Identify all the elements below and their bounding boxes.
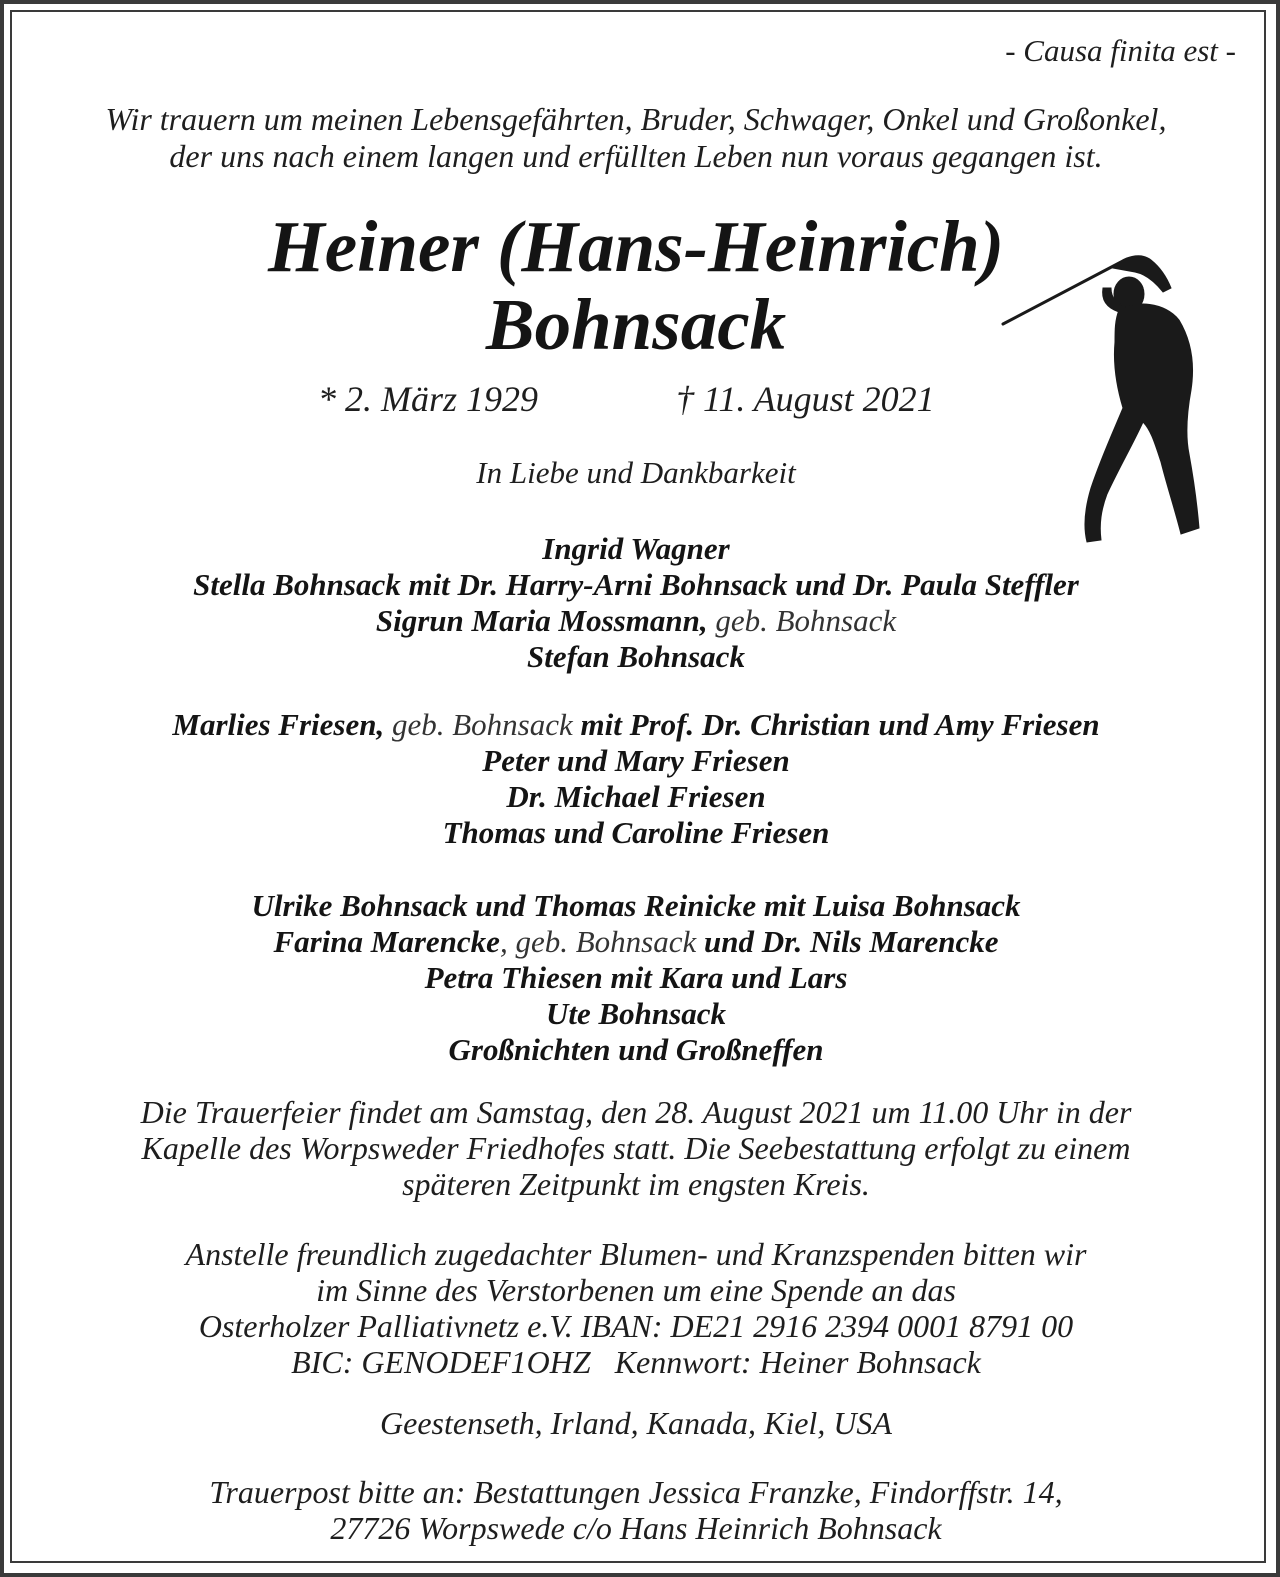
mourner-line: Stefan Bohnsack — [527, 639, 745, 674]
name-line-1: Heiner (Hans-Heinrich) — [267, 206, 1005, 287]
mourner-line — [0, 603, 1272, 639]
mourner-name: mit Prof. Dr. Christian und Amy Friesen — [580, 707, 1100, 742]
maiden-name: geb. Bohnsack — [384, 707, 581, 742]
ceremony-line: Die Trauerfeier findet am Samstag, den 28. August 2021 um 11.00 Uhr in der — [140, 1094, 1132, 1130]
mourner-line: Ingrid Wagner — [542, 531, 730, 566]
ceremony-line: Kapelle des Worpsweder Friedhofes statt. Die Seebestattung erfolgt zu einem — [141, 1130, 1131, 1166]
mourner-line: Ulrike Bohnsack und Thomas Reinicke mit Luisa Bohnsack — [251, 888, 1021, 923]
maiden-name: geb. Bohnsack — [707, 603, 897, 638]
mourner-line: Petra Thiesen mit Kara und Lars — [424, 960, 848, 995]
mourner-line: Dr. Michael Friesen — [506, 779, 766, 814]
mourner-line: Großnichten und Großneffen — [448, 1032, 824, 1067]
address-line: Trauerpost bitte an: Bestattungen Jessica Franzke, Findorffstr. 14, — [209, 1474, 1063, 1510]
mourner-name: Sigrun Maria Mossmann, — [375, 603, 708, 638]
mourner-name: und Dr. Nils Marencke — [703, 924, 999, 959]
mourner-line: Thomas und Caroline Friesen — [442, 815, 830, 850]
donation-line: Anstelle freundlich zugedachter Blumen- und Kranzspenden bitten wir — [185, 1236, 1087, 1272]
donation-info — [0, 1236, 1272, 1380]
mourner-line: Peter und Mary Friesen — [482, 743, 790, 778]
mourner-line — [0, 924, 1272, 960]
maiden-name: , geb. Bohnsack — [499, 924, 704, 959]
birth-date: * 2. März 1929 — [318, 379, 539, 419]
intro-line: der uns nach einem langen und erfüllten Leben nun voraus gegangen ist. — [169, 138, 1103, 174]
mourner-line — [0, 707, 1272, 743]
mourner-name: Marlies Friesen, — [172, 707, 385, 742]
donation-iban: Osterholzer Palliativnetz e.V. IBAN: DE21 2916 2394 0001 8791 00 — [198, 1308, 1074, 1344]
ceremony-line: späteren Zeitpunkt im engsten Kreis. — [402, 1166, 870, 1202]
motto: - Causa finita est - — [1005, 33, 1236, 68]
mourners-group-1 — [0, 531, 1272, 675]
mourners-group-2 — [0, 707, 1272, 851]
ceremony-info — [0, 1094, 1272, 1202]
death-date: † 11. August 2021 — [676, 379, 935, 419]
golfer-silhouette-icon — [995, 248, 1205, 548]
donation-line: im Sinne des Verstorbenen um eine Spende an das — [316, 1272, 956, 1308]
mourner-line: Stella Bohnsack mit Dr. Harry-Arni Bohnsack und Dr. Paula Steffler — [193, 567, 1079, 602]
mourner-name: Farina Marencke — [273, 924, 500, 959]
intro-text — [0, 101, 1272, 175]
dedication: In Liebe und Dankbarkeit — [476, 455, 796, 490]
name-line-2: Bohnsack — [485, 284, 787, 365]
intro-line: Wir trauern um meinen Lebensgefährten, Bruder, Schwager, Onkel und Großonkel, — [105, 101, 1167, 137]
places: Geestenseth, Irland, Kanada, Kiel, USA — [380, 1405, 892, 1441]
donation-keyword: Kennwort: Heiner Bohnsack — [614, 1344, 981, 1380]
address-line: 27726 Worpswede c/o Hans Heinrich Bohnsack — [330, 1510, 942, 1546]
mourners-group-3 — [0, 888, 1272, 1068]
donation-bic: BIC: GENODEF1OHZ — [291, 1344, 591, 1380]
mourner-line: Ute Bohnsack — [546, 996, 726, 1031]
condolence-address — [0, 1474, 1272, 1546]
donation-bic-line — [0, 1344, 1272, 1380]
